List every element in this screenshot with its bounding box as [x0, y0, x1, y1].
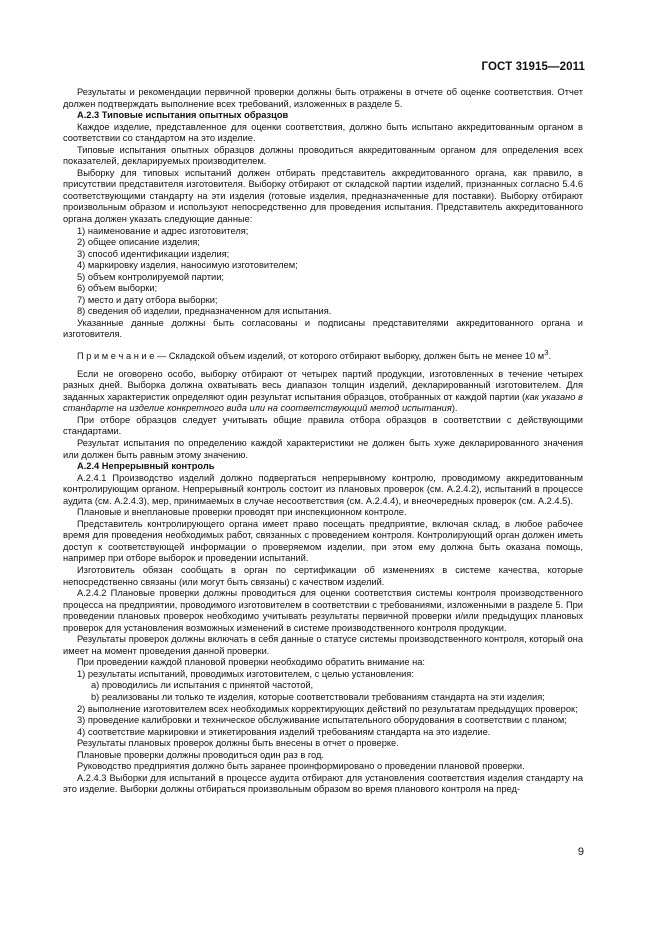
paragraph-end: ). — [451, 403, 458, 414]
paragraph: Плановые проверки должны проводиться один раз в год. — [77, 749, 325, 760]
note-text: — Складской объем изделий, от которого отбирают выборку, должен быть не менее 10 м — [154, 351, 545, 362]
document-code: ГОСТ 31915—2011 — [481, 61, 585, 73]
paragraph: Руководство предприятия должно быть заранее проинформировано о проведении плановой проверки. — [77, 761, 525, 772]
paragraph: Выборку для типовых испытаний должен отбирать представитель аккредитованного органа, как правило, в присутствии представителя изготовителя. Выборку отбирают от складской партии изделий, признанных согласно 5.4.6 соответствующими стандарту на эти изделия (готовые изделия, предназначенные для поставки). Выборку отбирают произвольным образом и используют непосредственно для проведения испытания. Представитель аккредитованного органа должен указать следующие данные: — [63, 167, 583, 225]
list-item: 6) объем выборки; — [77, 283, 158, 294]
list-item: 8) сведения об изделии, предназначенном для испытания. — [77, 306, 332, 317]
paragraph-text: Если не оговорено особо, выборку отбирают от четырех партий продукции, изготовленных в течение четырех разных дней. Выборка должна охватывать весь диапазон толщин изделий, декларированный изготовителем. Для заданных характеристик определяют один результат испытания образцов, отобранных от каждой партии ( — [63, 368, 583, 402]
list-item: 2) общее описание изделия; — [77, 237, 200, 248]
note-label: П р и м е ч а н и е — [77, 351, 155, 362]
list-item: 7) место и дату отбора выборки; — [77, 294, 218, 305]
section-heading-a23: А.2.3 Типовые испытания опытных образцов — [77, 110, 289, 121]
italic-reference: как указано в стандарте на изделие конкретного вида или на соответствующий метод испытания — [63, 391, 583, 414]
list-item: 1) результаты испытаний, проводимых изготовителем, с целью установления: — [77, 668, 414, 679]
paragraph: Результаты и рекомендации первичной проверки должны быть отражены в отчете об оценке соответствия. Отчет должен подтверждать выполнение всех требований, изложенных в разделе 5. — [63, 87, 583, 109]
paragraph — [63, 369, 583, 415]
sub-list-item: а) проводились ли испытания с принятой частотой, — [91, 680, 314, 691]
paragraph: Представитель контролирующего органа имеет право посещать предприятие, включая склад, в любое рабочее время для проведения необходимых работ, связанных с проведением контроля. Контролирующий орган должен иметь доступ к соответствующей информации о проверяемом изделии, при этом ему должна быть оказана помощь, например при отборе выборок и проведении испытаний. — [63, 518, 583, 564]
note-superscript: 3 — [544, 348, 549, 358]
list-item: 4) соответствие маркировки и этикетирования изделий требованиям стандарта на это изделие. — [77, 726, 491, 737]
section-heading-a24: А.2.4 Непрерывный контроль — [77, 461, 215, 472]
page-number: 9 — [577, 846, 584, 858]
body-text — [63, 87, 583, 796]
paragraph: Изготовитель обязан сообщать в орган по сертификации об изменениях в системе качества, которые непосредственно связаны (или могут быть связаны) с качеством изделий. — [63, 564, 583, 587]
list-item: 1) наименование и адрес изготовителя; — [77, 225, 249, 236]
list-item: 5) объем контролируемой партии; — [77, 271, 224, 282]
paragraph: При проведении каждой плановой проверки необходимо обратить внимание на: — [77, 657, 425, 668]
list-item: 3) проведение калибровки и техническое обслуживание испытательного оборудования в соответствии с планом; — [77, 715, 567, 726]
paragraph: Результаты плановых проверок должны быть внесены в отчет о проверке. — [77, 738, 399, 749]
sub-list-item: b) реализованы ли только те изделия, которые соответствовали требованиям стандарта на эти изделия; — [91, 691, 545, 702]
paragraph: Результат испытания по определению каждой характеристики не должен быть хуже декларированного значения или должен быть равным этому значению. — [63, 437, 583, 460]
list-item: 3) способ идентификации изделия; — [77, 248, 230, 259]
paragraph: Плановые и внеплановые проверки проводят при инспекционном контроле. — [77, 507, 407, 518]
paragraph: А.2.4.3 Выборки для испытаний в процессе аудита отбирают для установления соответствия изделия стандарту на это изделие. Выборки должны отбираться произвольным образом во время планового контроля на пред- — [63, 772, 583, 795]
paragraph: Результаты проверок должны включать в себя данные о статусе системы производственного контроля, который она имеет на момент проведения данной проверки. — [63, 634, 583, 656]
paragraph: А.2.4.1 Производство изделий должно подвергаться непрерывному контролю, проводимому аккредитованным контролирующим органом. Непрерывный контроль состоит из плановых проверок (см. А.2.4.2), испытаний в процессе аудита (см. А.2.4.3), мер, принимаемых в случае несоответствия (см. А.2.4.4), и внеочередных проверок (см. А.2.4.5). — [63, 472, 583, 506]
list-item: 4) маркировку изделия, наносимую изготовителем; — [77, 260, 298, 271]
note-end: . — [548, 351, 552, 362]
paragraph: Типовые испытания опытных образцов должны проводиться аккредитованным органом для определения всех показателей, декларируемых производителем. — [63, 144, 583, 167]
note — [63, 347, 583, 363]
paragraph: При отборе образцов следует учитывать общие правила отбора образцов в соответствии с действующими стандартами. — [63, 414, 583, 437]
paragraph: Каждое изделие, представленное для оценки соответствия, должно быть испытано аккредитованным органом в соответствии со стандартом на это изделие. — [63, 121, 583, 144]
list-item: 2) выполнение изготовителем всех необходимых корректирующих действий по результатам предыдущих проверок; — [77, 703, 578, 714]
paragraph: Указанные данные должны быть согласованы и подписаны представителями аккредитованного органа и изготовителя. — [63, 317, 583, 340]
paragraph: А.2.4.2 Плановые проверки должны проводиться для оценки соответствия системы контроля производственного процесса на предприятии, проводимого изготовителем в соответствии с требованиями, изложенными в разделе 5. При проведении плановых проверок необходимо учитывать результаты первичной проверки и/или предыдущих плановых проверок для установления возможных изменений в системе производственного контроля продукции. — [63, 588, 583, 633]
